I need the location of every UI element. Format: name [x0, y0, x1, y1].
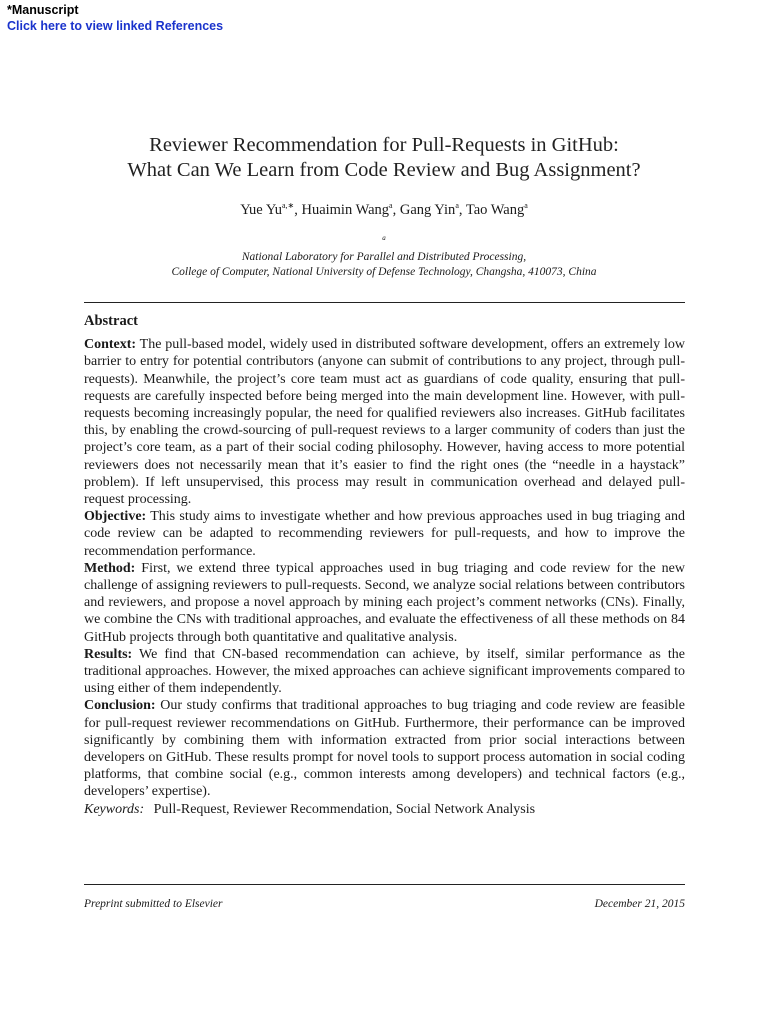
- author-2-affiliation-mark: a: [389, 201, 393, 210]
- abstract-objective: [84, 508, 685, 560]
- author-list: [0, 201, 768, 219]
- title-line-1: Reviewer Recommendation for Pull-Requests in GitHub:: [149, 134, 619, 156]
- author-2: Huaimin Wang: [301, 202, 390, 218]
- objective-text: This study aims to investigate whether and how previous approaches used in bug triaging and code review can be adapted to recommending reviewers for pull-requests, and how to improve the recommendation performance.: [84, 509, 685, 559]
- manuscript-label: *Manuscript: [7, 3, 79, 17]
- abstract-conclusion: [84, 697, 685, 800]
- context-label: Context:: [84, 337, 137, 353]
- keywords-label: Keywords:: [84, 801, 145, 817]
- top-divider: [84, 302, 685, 303]
- paper-title: [0, 133, 768, 183]
- affiliation-line-1: [0, 231, 768, 265]
- method-label: Method:: [84, 560, 136, 576]
- context-text: The pull-based model, widely used in distributed software development, offers an extremely low barrier to entry for potential contributors (anyone can submit of contributions to any project, through pull-requests). Meanwhile, the project’s core team must act as guardians of code quality, ensuring that pull-requests are carefully inspected before being merged into the main development line. However, with pull-requests becoming increasingly popular, the need for qualified reviewers also increases. GitHub facilitates this, by enabling the crowd-sourcing of pull-request reviews to a larger community of coders than just the project’s core team, as a part of their social coding philosophy. However, having access to more potential reviewers does not necessarily mean that it’s easier to find the right ones (the “needle in a haystack” problem). If left unsupervised, this process may result in communication overhead and delayed pull-request processing.: [84, 337, 685, 508]
- preprint-date: December 21, 2015: [594, 898, 685, 910]
- affiliation: [0, 231, 768, 280]
- author-separator: ,: [458, 202, 466, 218]
- affiliation-mark: a: [382, 234, 386, 242]
- author-1-affiliation-mark: a,∗: [281, 201, 295, 210]
- abstract-context: [84, 336, 685, 508]
- author-separator: ,: [294, 202, 302, 218]
- abstract-section: [84, 313, 685, 818]
- results-label: Results:: [84, 646, 133, 662]
- abstract-heading: Abstract: [84, 313, 138, 329]
- affiliation-line-2: College of Computer, National University of Defense Technology, Changsha, 410073, China: [171, 266, 597, 278]
- method-text: First, we extend three typical approaches used in bug triaging and code review for the new challenge of assigning reviewers to pull-requests. Second, we analyze social relations between contributors and reviewers, and propose a novel approach by mining each project’s comment networks (CNs). Finally, we combine the CNs with traditional approaches, and evaluate the effectiveness of all these methods on 84 GitHub projects through both quantitative and qualitative analysis.: [84, 560, 685, 645]
- preprint-note: Preprint submitted to Elsevier: [84, 898, 223, 910]
- objective-label: Objective:: [84, 509, 147, 525]
- title-line-2: What Can We Learn from Code Review and Bug Assignment?: [127, 159, 641, 181]
- author-4: Tao Wang: [465, 202, 525, 218]
- conclusion-label: Conclusion:: [84, 698, 156, 714]
- affiliation-line-1-text: National Laboratory for Parallel and Distributed Processing,: [241, 251, 527, 263]
- bottom-divider: [84, 884, 685, 885]
- abstract-method: [84, 560, 685, 646]
- author-4-affiliation-mark: a: [524, 201, 528, 210]
- conclusion-text: Our study confirms that traditional approaches to bug triaging and code review are feasible for pull-request reviewer recommendations on GitHub. Furthermore, their performance can be improved significantly by combining them with information extracted from prior social interactions between developers on GitHub. These results prompt for novel tools to support process automation in social coding platforms, that combine social (e.g., common interests among developers) and technical factors (e.g., developers’ expertise).: [84, 698, 685, 800]
- author-3: Gang Yin: [399, 202, 456, 218]
- author-separator: ,: [392, 202, 400, 218]
- view-references-link[interactable]: Click here to view linked References: [7, 19, 224, 33]
- keywords: [84, 801, 685, 818]
- keywords-text: Pull-Request, Reviewer Recommendation, Social Network Analysis: [153, 801, 536, 817]
- results-text: We find that CN-based recommendation can achieve, by itself, similar performance as the traditional approaches. However, the mixed approaches can achieve significant improvements compared to using either of them independently.: [84, 646, 685, 697]
- author-3-affiliation-mark: a: [455, 201, 459, 210]
- author-1: Yue Yu: [240, 202, 282, 218]
- manuscript-header: [7, 2, 223, 34]
- abstract-results: [84, 646, 685, 698]
